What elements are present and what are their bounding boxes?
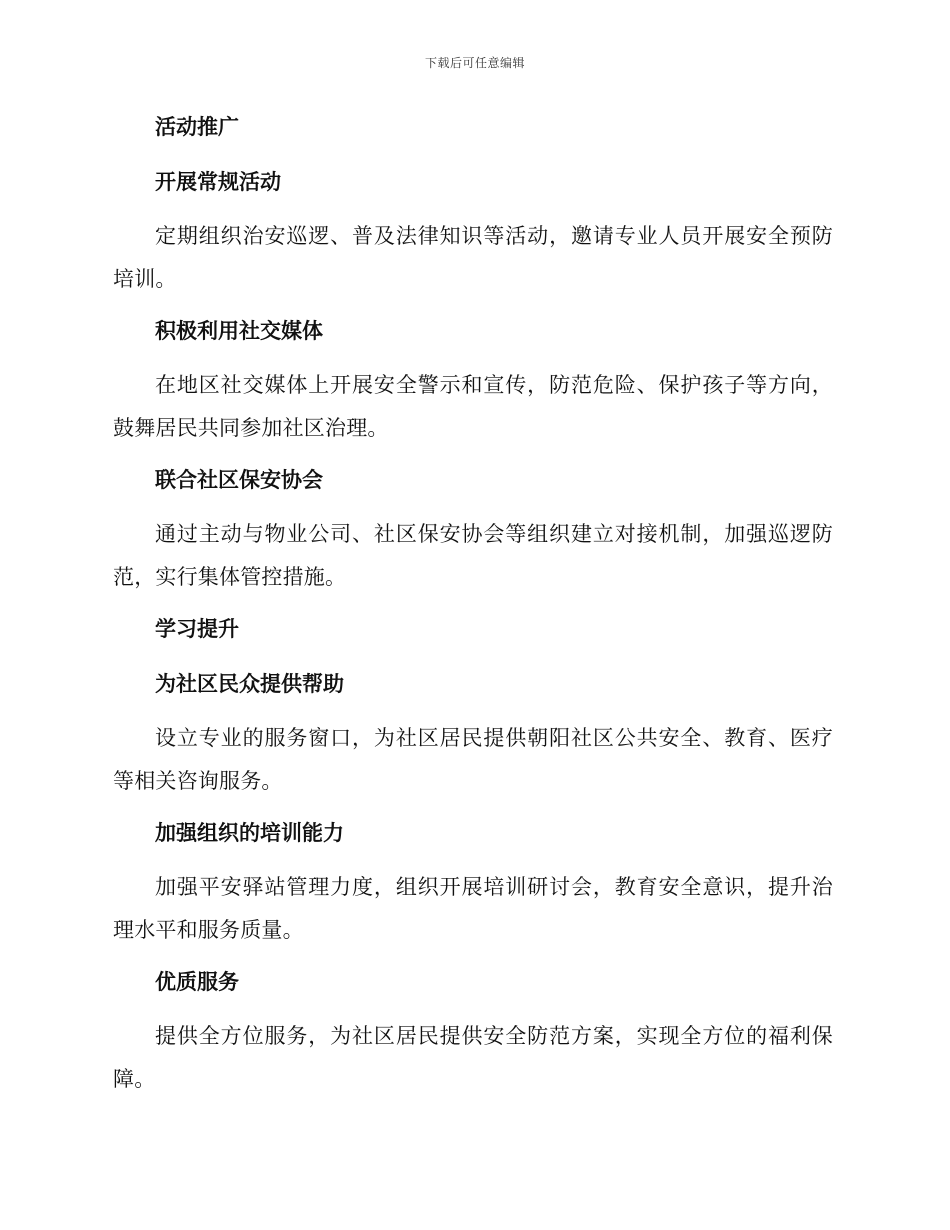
subsection-heading: 为社区民众提供帮助 bbox=[155, 672, 344, 696]
page-header-note: 下载后可任意编辑 bbox=[424, 56, 525, 70]
body-paragraph: 加强平安驿站管理力度，组织开展培训研讨会，教育安全意识，提升治理水平和服务质量。 bbox=[113, 875, 833, 942]
body-paragraph: 设立专业的服务窗口，为社区居民提供朝阳社区公共安全、教育、医疗等相关咨询服务。 bbox=[113, 726, 833, 793]
subsection-heading: 积极利用社交媒体 bbox=[155, 319, 323, 343]
subsection-heading: 加强组织的培训能力 bbox=[155, 821, 344, 845]
section-heading: 优质服务 bbox=[155, 970, 239, 994]
subsection-heading: 联合社区保安协会 bbox=[155, 468, 323, 492]
document-body bbox=[113, 112, 833, 1116]
subsection-heading: 开展常规活动 bbox=[155, 170, 281, 194]
body-paragraph: 通过主动与物业公司、社区保安协会等组织建立对接机制，加强巡逻防范，实行集体管控措施。 bbox=[113, 522, 833, 589]
body-paragraph: 提供全方位服务，为社区居民提供安全防范方案，实现全方位的福利保障。 bbox=[113, 1024, 833, 1091]
body-paragraph: 定期组织治安巡逻、普及法律知识等活动，邀请专业人员开展安全预防培训。 bbox=[113, 224, 833, 291]
section-heading: 活动推广 bbox=[155, 115, 239, 139]
body-paragraph: 在地区社交媒体上开展安全警示和宣传，防范危险、保护孩子等方向，鼓舞居民共同参加社区治理。 bbox=[113, 373, 833, 440]
section-heading: 学习提升 bbox=[155, 617, 239, 641]
